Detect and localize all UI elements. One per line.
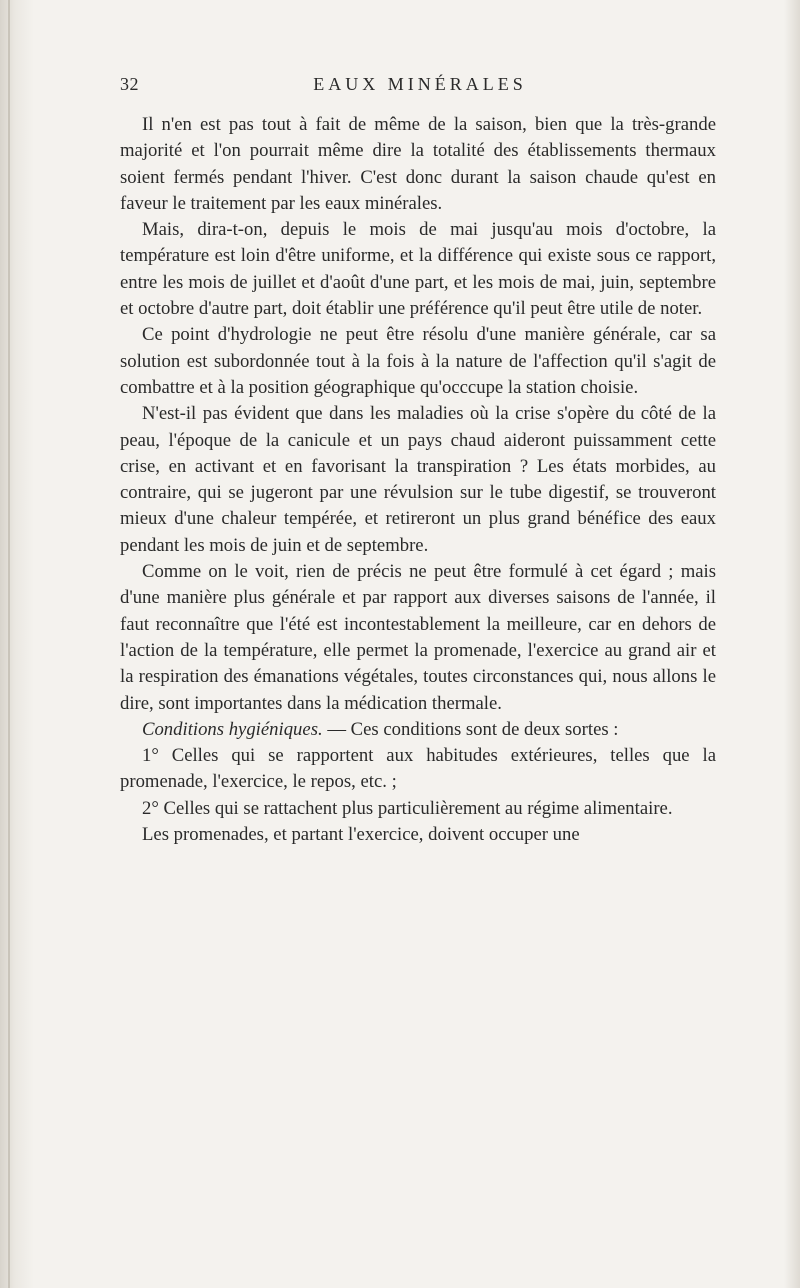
paragraph-summer: Comme on le voit, rien de précis ne peut être formulé à cet égard ; mais d'une manière plus générale et par rapport aux diverses saisons de l'année, il faut reconnaître que l'été est incontestablement la meilleure, car en dehors de l'action de la température, elle permet la promenade, l'exercice au grand air et la respiration des émanations végétales, toutes circonstances qui, nous allons le dire, sont importantes dans la médication thermale. — [120, 561, 716, 714]
binding-line — [8, 0, 10, 1288]
paragraph-hydrology: Ce point d'hydrologie ne peut être résolu d'une manière générale, car sa solution est subordonnée tout à la fois à la nature de l'affection qu'il s'agit de combattre et à la position géographique qu'occcupe la station choisie. — [120, 324, 716, 398]
list-item-exterior-habits: 1° Celles qui se rapportent aux habitudes extérieures, telles que la promenade, l'exercice, le repos, etc. ; — [120, 745, 716, 793]
binding-shadow — [0, 0, 34, 1288]
list-item-diet: 2° Celles qui se rattachent plus particulièrement au régime alimentaire. — [142, 797, 673, 819]
page-number: 32 — [120, 74, 139, 94]
paragraph-season: Il n'en est pas tout à fait de même de la saison, bien que la très-grande majorité et l'on pourrait même dire la totalité des établissements thermaux soient fermés pendant l'hiver. C'est donc durant la saison chaude qu'est en faveur le traitement par les eaux minérales. — [120, 114, 716, 214]
paragraph-temperature: Mais, dira-t-on, depuis le mois de mai jusqu'au mois d'octobre, la température est loin d'être uniforme, et la différence qui existe sous ce rapport, entre les mois de juillet et d'août d'une part, et les mois de mai, juin, septembre et octobre d'autre part, doit établir une préférence qu'il peut être utile de noter. — [120, 219, 716, 320]
body-text — [120, 112, 716, 848]
conditions-heading: Conditions hygiéniques. — [142, 718, 323, 740]
page-edge-shadow — [784, 0, 800, 1288]
paragraph-conditions — [120, 717, 716, 743]
page-header — [120, 74, 720, 104]
paragraph-skin-crisis: N'est-il pas évident que dans les maladies où la crise s'opère du côté de la peau, l'époque de la canicule et un pays chaud aideront puissamment cette crise, en activant et en favorisant la transpiration ? Les états morbides, au contraire, qui se jugeront par une révulsion sur le tube digestif, se trouveront mieux d'une chaleur tempérée, et retireront un plus grand bénéfice des eaux pendant les mois de juin et de septembre. — [120, 403, 716, 556]
running-title: EAUX MINÉRALES — [313, 74, 527, 94]
paragraph-walks: Les promenades, et partant l'exercice, doivent occuper une — [142, 824, 580, 846]
conditions-text: — Ces conditions sont de deux sortes : — [322, 718, 619, 740]
